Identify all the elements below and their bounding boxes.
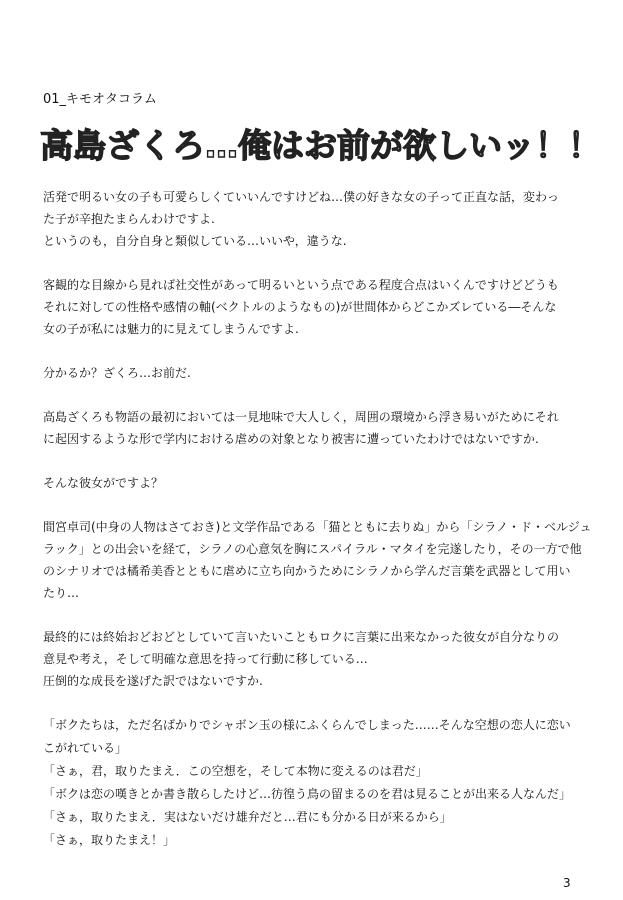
text-line: そんな彼女がですよ？ (43, 476, 164, 490)
text-line: ラック」との出会いを経て，シラノの心意気を胸にスパイラル・マタイを完遂したり，その一方で他 (43, 542, 582, 556)
text-line: 女の子が私には魅力的に見えてしまうんですよ. (43, 322, 299, 336)
text-line: 客観的な目線から見れば社交性があって明るいという点である程度合点はいくんですけどどうも (43, 278, 559, 292)
quote-line: こがれている」 (43, 741, 128, 755)
quote-line: 「さぁ，君，取りたまえ．この空想を，そして本物に変えるのは君だ」 (43, 764, 428, 778)
text-line: たり… (43, 586, 80, 600)
article-body (43, 186, 592, 874)
section-label: 01_キモオタコラム (43, 92, 157, 107)
quote-line: 「ボクたちは，ただ名ばかりでシャボン玉の様にふくらんでしまった……そんな空想の恋人に恋い (43, 718, 571, 732)
text-line: 最終的には終始おどおどとしていて言いたいこともロクに言葉に出来なかった彼女が自分なりの (43, 630, 560, 644)
paragraph-4 (43, 406, 588, 450)
text-line: 意見や考え，そして明確な意思を持って行動に移している… (43, 652, 368, 666)
paragraph-2 (43, 274, 588, 340)
paragraph-7 (43, 626, 588, 692)
quote-line: 「ボクは恋の嘆きとか書き散らしたけど…彷徨う鳥の留まるのを君は見ることが出来る人なんだ」 (43, 787, 572, 801)
page-number: 3 (563, 876, 571, 890)
text-line: 高島ざくろも物語の最初においては一見地味で大人しく，周囲の環境から浮き易いがためにそれ (43, 410, 559, 424)
text-line: 活発で明るい女の子も可愛らしくていいんですけどね…僕の好きな女の子って正直な話，変わっ (43, 190, 559, 204)
paragraph-3 (43, 362, 588, 384)
quote-block (43, 714, 588, 852)
text-line: 圧倒的な成長を遂げた訳ではないですか. (43, 674, 263, 688)
paragraph-1 (43, 186, 588, 252)
paragraph-6 (43, 516, 592, 604)
text-line: 分かるか？ざくろ…お前だ. (43, 366, 191, 380)
text-line: というのも，自分自身と類似している…いいや，違うな. (43, 234, 347, 248)
page-title: 高島ざくろ…俺はお前が欲しいッ！！ (40, 126, 601, 165)
text-line: た子が辛抱たまらんわけですよ. (43, 212, 215, 226)
text-line: 間宮卓司(中身の人物はさておき)と文学作品である「猫とともに去りぬ」から「シラノ・ド・ベルジュ (43, 520, 592, 534)
text-line: に起因するような形で学内における虐めの対象となり被害に遭っていたわけではないですか. (43, 432, 539, 446)
text-line: それに対しての性格や感情の軸(ベクトルのようなもの)が世間体からどこかズレている―そんな (43, 300, 557, 314)
paragraph-5 (43, 472, 588, 494)
text-line: のシナリオでは橘希美香とともに虐めに立ち向かうためにシラノから学んだ言葉を武器として用い (43, 564, 571, 578)
quote-line: 「さぁ，取りたまえ！」 (43, 833, 176, 847)
quote-line: 「さぁ，取りたまえ．実はないだけ雄弁だと…君にも分かる日が来るから」 (43, 810, 452, 824)
